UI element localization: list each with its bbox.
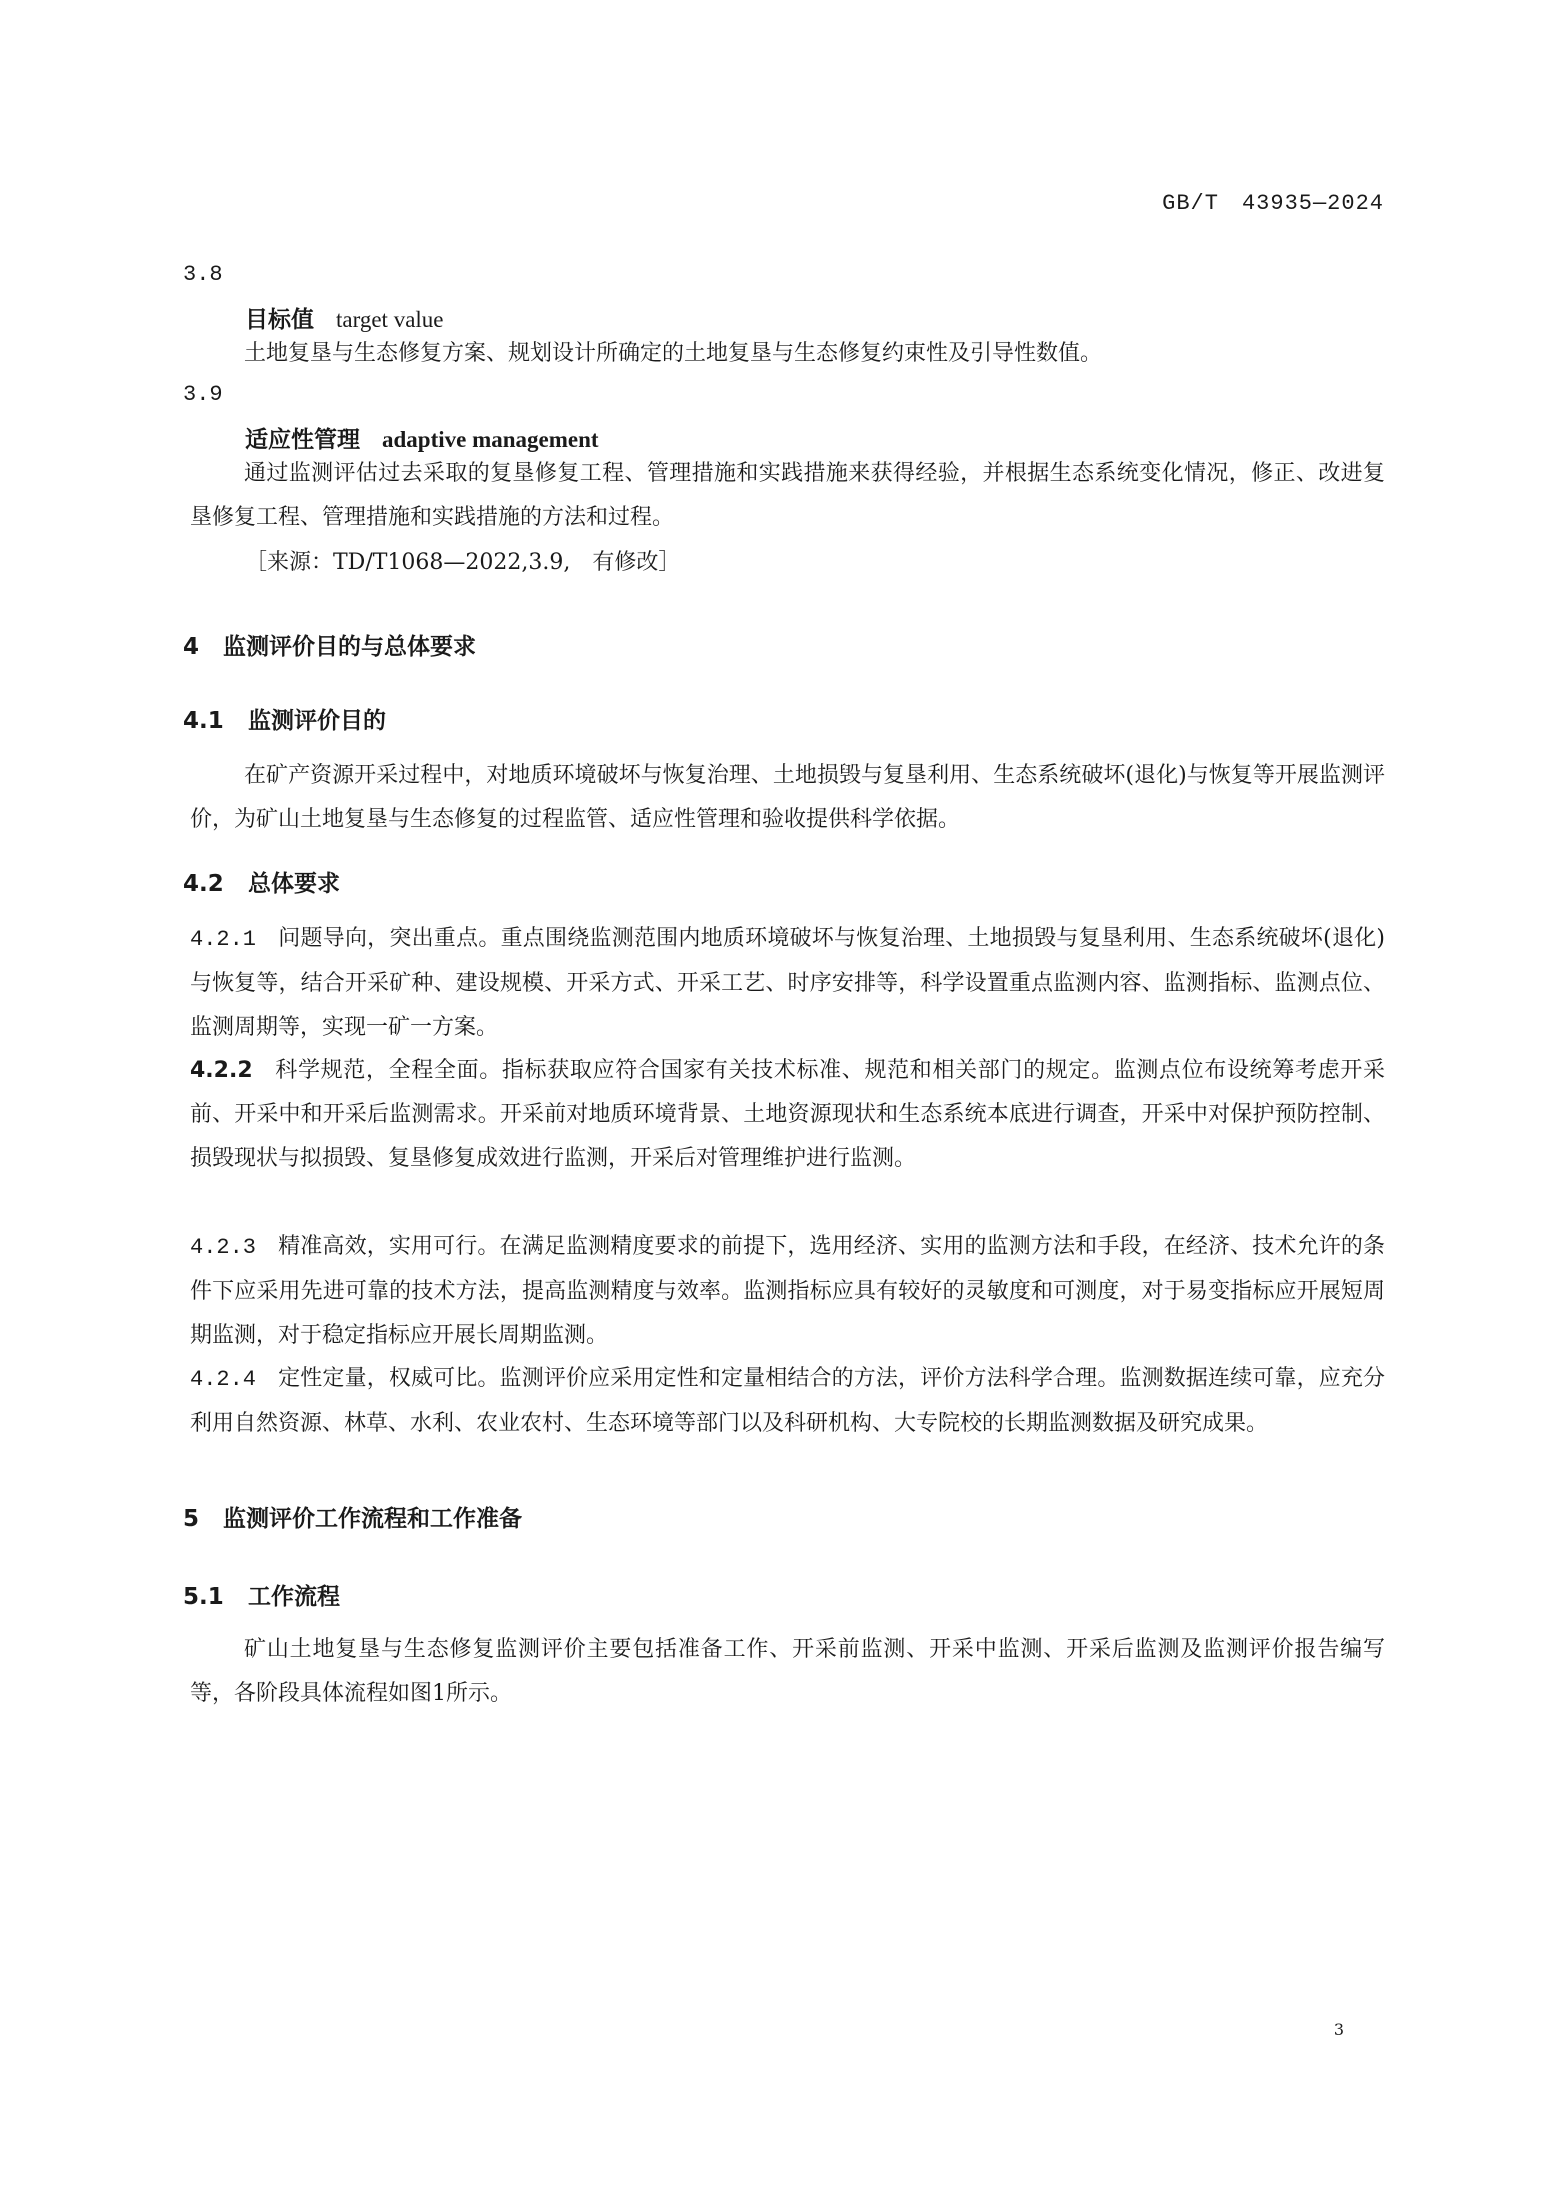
item-4-2-2 xyxy=(190,1049,1385,1181)
item-4-2-1 xyxy=(190,917,1385,1050)
term-zh: 目标值 xyxy=(245,306,314,333)
item-4-2-3 xyxy=(190,1225,1385,1358)
section-5-1-heading xyxy=(183,1578,340,1611)
term-zh: 适应性管理 xyxy=(245,426,360,453)
item-number: 4.2.1 xyxy=(190,927,257,952)
section-title: 监测评价工作流程和工作准备 xyxy=(223,1506,522,1532)
item-number: 4.2.4 xyxy=(190,1367,257,1392)
section-number: 4 xyxy=(183,634,200,660)
item-text: 定性定量，权威可比。监测评价应采用定性和定量相结合的方法，评价方法科学合理。监测数据连续可靠，应充分利用自然资源、林草、水利、农业农村、生态环境等部门以及科研机构、大专院校的长期监测数据及研究成果。 xyxy=(190,1366,1385,1436)
term-en: target value xyxy=(336,307,444,332)
section-title: 工作流程 xyxy=(248,1584,340,1610)
definition-3-9: 通过监测评估过去采取的复垦修复工程、管理措施和实践措施来获得经验，并根据生态系统变化情况，修正、改进复垦修复工程、管理措施和实践措施的方法和过程。 xyxy=(190,461,1385,530)
section-title: 总体要求 xyxy=(248,871,340,897)
section-number: 5.1 xyxy=(183,1584,224,1610)
section-title: 监测评价目的 xyxy=(248,708,386,734)
standard-number: GB/T 43935—2024 xyxy=(1162,191,1384,216)
item-number: 4.2.2 xyxy=(190,1058,253,1083)
item-number: 4.2.3 xyxy=(190,1235,257,1260)
item-text: 科学规范，全程全面。指标获取应符合国家有关技术标准、规范和相关部门的规定。监测点位布设统筹考虑开采前、开采中和开采后监测需求。开采前对地质环境背景、土地资源现状和生态系统本底进行调查，开采中对保护预防控制、损毁现状与拟损毁、复垦修复成效进行监测，开采后对管理维护进行监测。 xyxy=(190,1058,1385,1171)
section-5-heading xyxy=(183,1500,522,1533)
item-text: 问题导向，突出重点。重点围绕监测范围内地质环境破坏与恢复治理、土地损毁与复垦利用、生态系统破坏(退化)与恢复等，结合开采矿种、建设规模、开采方式、开采工艺、时序安排等，科学设置重点监测内容、监测指标、监测点位、监测周期等，实现一矿一方案。 xyxy=(190,926,1385,1040)
section-number: 4.2 xyxy=(183,871,224,897)
term-en: adaptive management xyxy=(382,427,599,452)
section-number: 5 xyxy=(183,1506,200,1532)
clause-number-3-9: 3.9 xyxy=(183,382,223,407)
section-4-2-heading xyxy=(183,865,340,898)
item-text: 精准高效，实用可行。在满足监测精度要求的前提下，选用经济、实用的监测方法和手段，在经济、技术允许的条件下应采用先进可靠的技术方法，提高监测精度与效率。监测指标应具有较好的灵敏度和可测度，对于易变指标应开展短周期监测，对于稳定指标应开展长周期监测。 xyxy=(190,1234,1385,1348)
section-4-heading xyxy=(183,628,476,661)
term-adaptive-management xyxy=(245,421,599,454)
page-number: 3 xyxy=(1333,2020,1344,2039)
source-note: ［来源：TD/T1068—2022,3.9, 有修改］ xyxy=(245,550,681,575)
section-title: 监测评价目的与总体要求 xyxy=(223,634,476,660)
section-4-1-paragraph: 在矿产资源开采过程中，对地质环境破坏与恢复治理、土地损毁与复垦利用、生态系统破坏(退化)与恢复等开展监测评价，为矿山土地复垦与生态修复的过程监管、适应性管理和验收提供科学依据。 xyxy=(190,763,1385,832)
section-5-1-paragraph: 矿山土地复垦与生态修复监测评价主要包括准备工作、开采前监测、开采中监测、开采后监测及监测评价报告编写等，各阶段具体流程如图1所示。 xyxy=(190,1637,1385,1706)
clause-number-3-8: 3.8 xyxy=(183,262,223,287)
item-4-2-4 xyxy=(190,1357,1385,1446)
section-4-1-heading xyxy=(183,702,386,735)
section-number: 4.1 xyxy=(183,708,224,734)
term-target-value xyxy=(245,301,444,334)
definition-3-8: 土地复垦与生态修复方案、规划设计所确定的土地复垦与生态修复约束性及引导性数值。 xyxy=(244,341,1103,366)
